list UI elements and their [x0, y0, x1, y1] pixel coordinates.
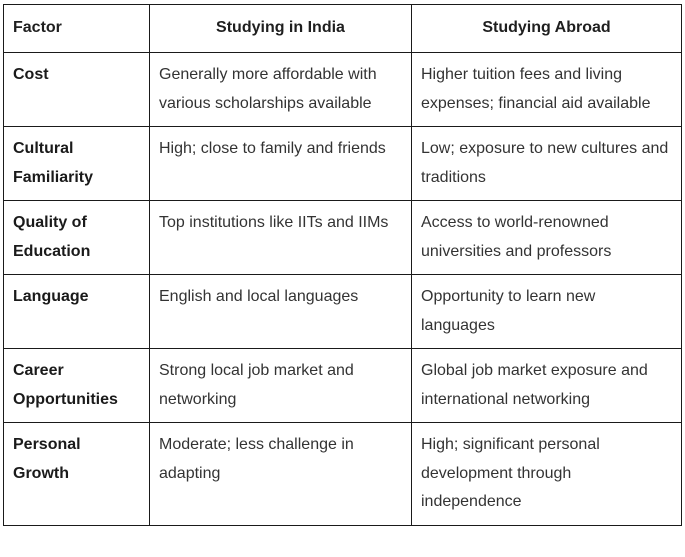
header-studying-abroad: Studying Abroad [412, 5, 682, 53]
header-studying-in-india: Studying in India [150, 5, 412, 53]
abroad-cell: Higher tuition fees and living expenses; financial aid available [412, 53, 682, 127]
header-row [4, 5, 682, 53]
factor-cell: Cultural Familiarity [4, 127, 150, 201]
factor-cell: Career Opportunities [4, 349, 150, 423]
comparison-table [3, 4, 682, 526]
table-row [4, 53, 682, 127]
factor-cell: Quality of Education [4, 201, 150, 275]
abroad-cell: Low; exposure to new cultures and traditions [412, 127, 682, 201]
abroad-cell: High; significant personal development through independence [412, 423, 682, 526]
factor-cell: Cost [4, 53, 150, 127]
abroad-cell: Opportunity to learn new languages [412, 275, 682, 349]
table-row [4, 127, 682, 201]
abroad-cell: Global job market exposure and international networking [412, 349, 682, 423]
india-cell: Generally more affordable with various scholarships available [150, 53, 412, 127]
india-cell: High; close to family and friends [150, 127, 412, 201]
table-row [4, 423, 682, 526]
abroad-cell: Access to world-renowned universities and professors [412, 201, 682, 275]
india-cell: Strong local job market and networking [150, 349, 412, 423]
factor-cell: Language [4, 275, 150, 349]
table-row [4, 349, 682, 423]
india-cell: English and local languages [150, 275, 412, 349]
table-header [4, 5, 682, 53]
table-row [4, 275, 682, 349]
table-row [4, 201, 682, 275]
india-cell: Top institutions like IITs and IIMs [150, 201, 412, 275]
header-factor: Factor [4, 5, 150, 53]
india-cell: Moderate; less challenge in adapting [150, 423, 412, 526]
factor-cell: Personal Growth [4, 423, 150, 526]
table-body [4, 53, 682, 526]
